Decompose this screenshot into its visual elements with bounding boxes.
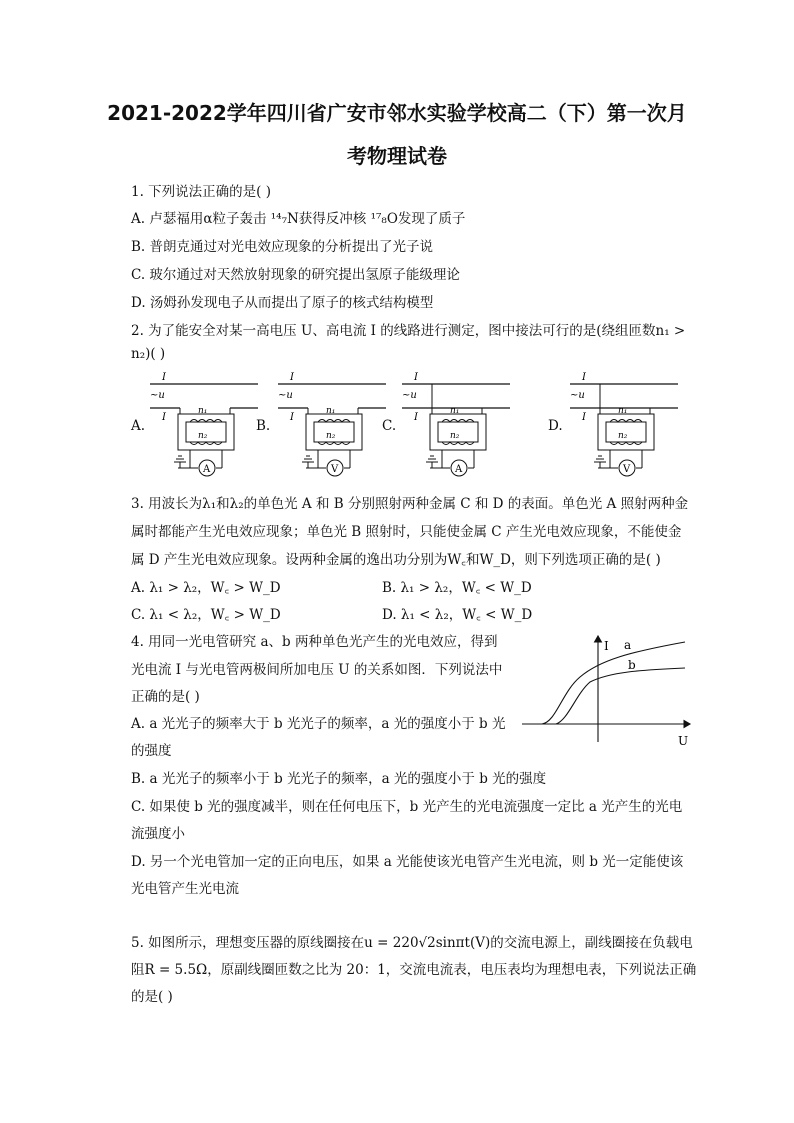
svg-text:n₁: n₁ <box>618 406 628 416</box>
svg-text:V: V <box>623 464 631 475</box>
u-axis-label: U <box>678 734 689 748</box>
q5-stem-line1: 5. 如图所示，理想变压器的原线圈接在u = 220√2sinπt(V)的交流电源上，副线圈接在负载电 <box>131 935 693 951</box>
svg-text:V: V <box>331 464 339 475</box>
q1-option-d: D. 汤姆孙发现电子从而提出了原子的核式结构模型 <box>131 295 434 311</box>
q2-option-d-label: D. <box>548 418 563 434</box>
q3-stem-line1: 3. 用波长为λ₁和λ₂的单色光 A 和 B 分别照射两种金属 C 和 D 的表面。单色光 A 照射两种金 <box>131 496 689 512</box>
q2-option-b-label: B. <box>256 418 271 434</box>
svg-text:I: I <box>162 372 166 383</box>
q3-stem-line3: 属 D 产生光电效应现象。设两种金属的逸出功分别为W꜀和W_D，则下列选项正确的是( ) <box>131 552 661 568</box>
q2-circuit-a <box>150 368 260 483</box>
svg-text:n₂: n₂ <box>618 431 628 441</box>
svg-text:~u: ~u <box>570 390 585 401</box>
q4-stem-line1: 4. 用同一光电管研究 a、b 两种单色光产生的光电效应，得到 <box>131 634 498 650</box>
q4-option-d-line2: 光电管产生光电流 <box>131 881 239 897</box>
q3-option-b: B. λ₁ > λ₂，W꜀ < W_D <box>382 580 532 596</box>
q3-stem-line2: 属时都能产生光电效应现象；单色光 B 照射时，只能使金属 C 产生光电效应现象，不能使金 <box>131 524 682 540</box>
q1-stem: 1. 下列说法正确的是( ) <box>131 184 271 200</box>
svg-text:I: I <box>582 372 586 383</box>
i-axis-label: I <box>604 639 609 653</box>
svg-text:n₁: n₁ <box>326 406 336 416</box>
svg-text:n₂: n₂ <box>326 431 336 441</box>
curve-a <box>542 642 685 724</box>
q4-stem-line3: 正确的是( ) <box>131 689 200 705</box>
q3-option-d: D. λ₁ < λ₂，W꜀ < W_D <box>382 607 533 623</box>
svg-text:I: I <box>162 412 166 423</box>
svg-text:I: I <box>290 372 294 383</box>
q1-option-b: B. 普朗克通过对光电效应现象的分析提出了光子说 <box>131 239 434 255</box>
q2-option-c-label: C. <box>382 418 397 434</box>
q4-option-a-line1: A. a 光光子的频率大于 b 光光子的频率，a 光的强度小于 b 光 <box>131 716 506 732</box>
svg-text:I: I <box>414 412 418 423</box>
q2-circuit-d <box>570 368 680 483</box>
q5-stem-line2: 阻R = 5.5Ω，原副线圈匝数之比为 20：1，交流电流表，电压表均为理想电表，下列说法正确 <box>131 962 697 978</box>
q3-option-c: C. λ₁ < λ₂，W꜀ > W_D <box>131 607 281 623</box>
q3-option-a: A. λ₁ > λ₂，W꜀ > W_D <box>131 580 281 596</box>
svg-text:A: A <box>455 464 463 475</box>
svg-text:I: I <box>414 372 418 383</box>
paper-title-line1: 2021-2022学年四川省广安市邻水实验学校高二（下）第一次月 <box>107 101 687 125</box>
q2-option-a-label: A. <box>131 418 146 434</box>
svg-text:n₂: n₂ <box>450 431 460 441</box>
q4-option-a-line2: 的强度 <box>131 743 172 759</box>
q2-circuit-c <box>402 368 512 483</box>
q5-stem-line3: 的是( ) <box>131 989 173 1005</box>
q1-option-c: C. 玻尔通过对天然放射现象的研究提出氢原子能级理论 <box>131 267 460 283</box>
q1-option-a: A. 卢瑟福用α粒子轰击 ¹⁴₇N获得反冲核 ¹⁷₈O发现了质子 <box>131 211 466 227</box>
svg-text:n₁: n₁ <box>198 406 208 416</box>
svg-text:I: I <box>290 412 294 423</box>
curve-b-label: b <box>628 658 636 672</box>
svg-text:I: I <box>582 412 586 423</box>
q2-stem-line1: 2. 为了能安全对某一高电压 U、高电流 I 的线路进行测定，图中接法可行的是(绕组匝数n₁ > <box>131 323 686 339</box>
q4-iu-graph <box>520 632 695 750</box>
q2-stem-line2: n₂)( ) <box>131 346 166 362</box>
q4-option-b: B. a 光光子的频率小于 b 光光子的频率，a 光的强度小于 b 光的强度 <box>131 771 547 787</box>
q4-option-c-line1: C. 如果使 b 光的强度减半，则在任何电压下，b 光产生的光电流强度一定比 a 光产生的光电 <box>131 799 683 815</box>
svg-text:~u: ~u <box>278 390 293 401</box>
q4-option-c-line2: 流强度小 <box>131 826 185 842</box>
q2-circuit-b <box>278 368 388 483</box>
svg-text:A: A <box>203 464 211 475</box>
q4-stem-line2: 光电流 I 与光电管两极间所加电压 U 的关系如图．下列说法中 <box>131 662 503 678</box>
q4-option-d-line1: D. 另一个光电管加一定的正向电压，如果 a 光能使该光电管产生光电流，则 b 光一定能使该 <box>131 854 684 870</box>
svg-text:n₂: n₂ <box>198 431 208 441</box>
svg-text:n₁: n₁ <box>450 406 460 416</box>
curve-b <box>556 668 685 724</box>
curve-a-label: a <box>624 638 632 652</box>
paper-title-line2: 考物理试卷 <box>347 144 447 168</box>
svg-text:~u: ~u <box>402 390 417 401</box>
svg-text:~u: ~u <box>150 390 165 401</box>
